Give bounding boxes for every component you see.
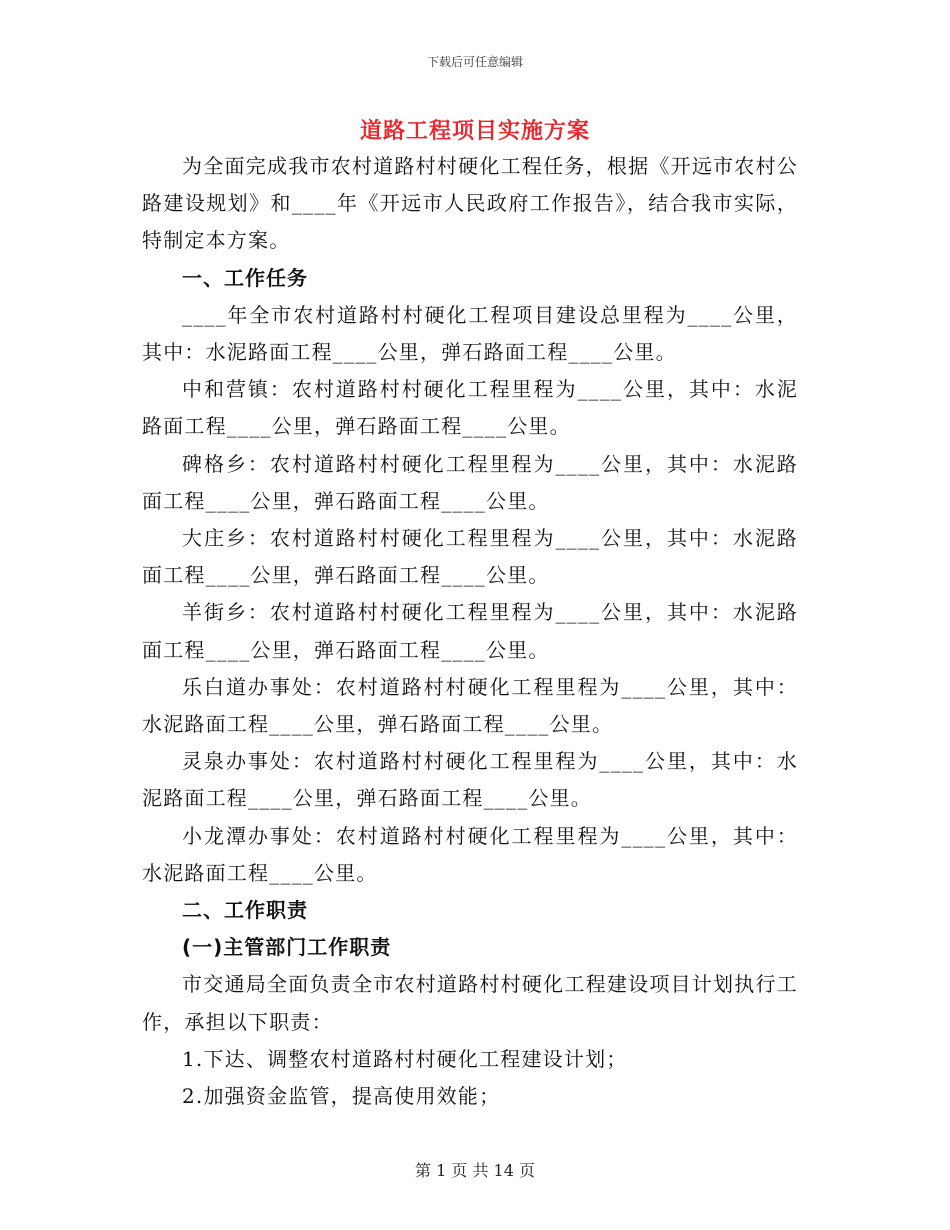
- intro-paragraph: 为全面完成我市农村道路村村硬化工程任务，根据《开远市农村公路建设规划》和____年《开远市人民政府工作报告》，结合我市实际，特制定本方案。: [142, 154, 798, 253]
- section-heading-duties: 二、工作职责: [182, 898, 308, 923]
- town-paragraph: 羊街乡：农村道路村村硬化工程里程为____公里，其中：水泥路面工程____公里，弹石路面工程____公里。: [142, 600, 798, 662]
- town-paragraph: 碑格乡：农村道路村村硬化工程里程为____公里，其中：水泥路面工程____公里，弹石路面工程____公里。: [142, 451, 798, 513]
- document-title: 道路工程项目实施方案: [359, 118, 590, 144]
- document-body: [142, 148, 798, 1115]
- duty-paragraph: 市交通局全面负责全市农村道路村村硬化工程建设项目计划执行工作，承担以下职责：: [142, 972, 798, 1034]
- duty-list-item: 1.下达、调整农村道路村村硬化工程建设计划；: [182, 1046, 628, 1071]
- page-footer: 第 1 页 共 14 页: [415, 1161, 535, 1180]
- town-paragraph: 中和营镇：农村道路村村硬化工程里程为____公里，其中：水泥路面工程____公里，弹石路面工程____公里。: [142, 377, 798, 439]
- town-paragraph: 大庄乡：农村道路村村硬化工程里程为____公里，其中：水泥路面工程____公里，弹石路面工程____公里。: [142, 526, 798, 588]
- duty-list-item: 2.加强资金监管，提高使用效能；: [182, 1084, 501, 1109]
- subsection-heading: (一)主管部门工作职责: [182, 935, 392, 960]
- section-heading-tasks: 一、工作任务: [182, 265, 308, 290]
- town-paragraph: 小龙潭办事处：农村道路村村硬化工程里程为____公里，其中：水泥路面工程____公里。: [142, 823, 798, 885]
- page-header: 下载后可任意编辑: [426, 55, 523, 69]
- town-paragraph: 灵泉办事处：农村道路村村硬化工程里程为____公里，其中：水泥路面工程____公里，弹石路面工程____公里。: [142, 749, 798, 811]
- town-paragraph: 乐白道办事处：农村道路村村硬化工程里程为____公里，其中：水泥路面工程____公里，弹石路面工程____公里。: [142, 674, 798, 737]
- task-summary-paragraph: ____年全市农村道路村村硬化工程项目建设总里程为____公里，其中：水泥路面工程____公里，弹石路面工程____公里。: [142, 302, 798, 365]
